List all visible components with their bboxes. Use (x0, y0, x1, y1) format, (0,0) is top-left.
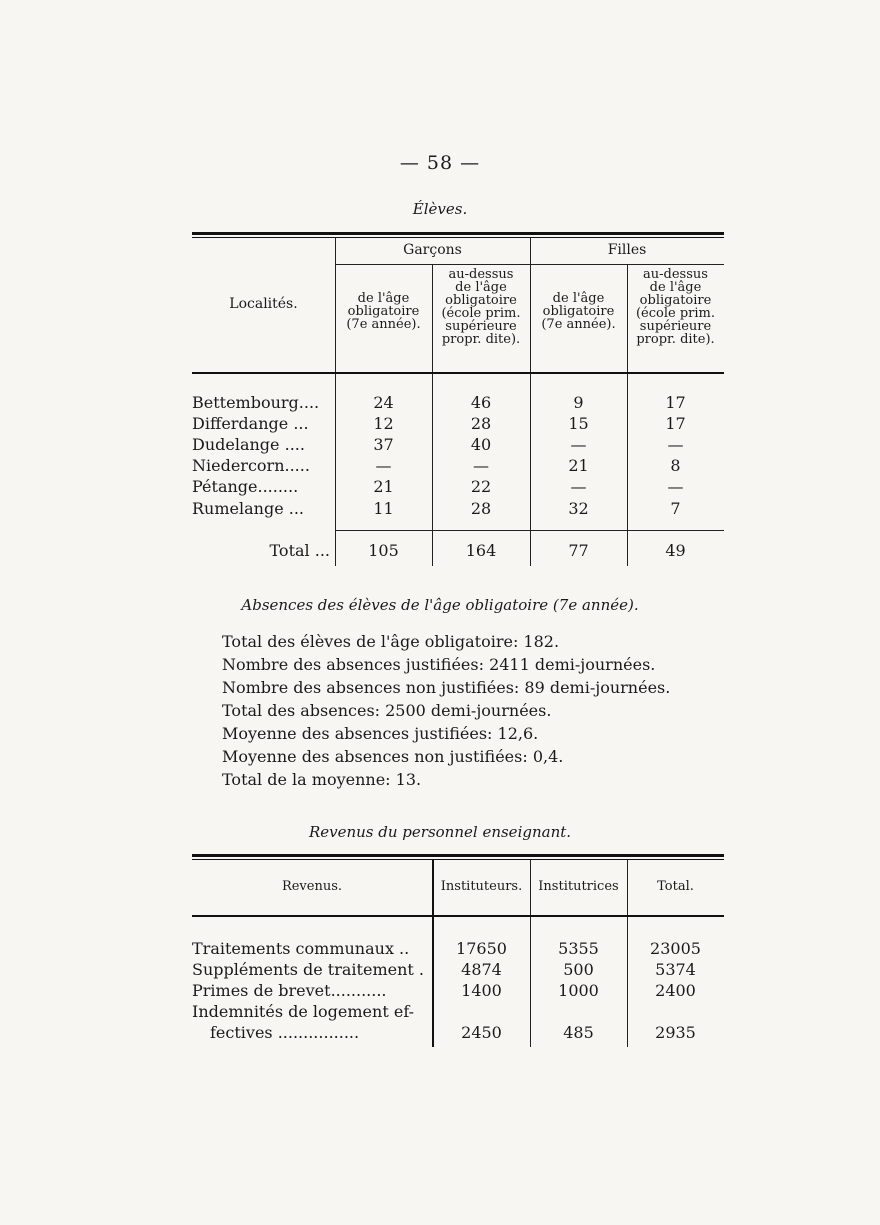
cell: 17 (665, 414, 686, 433)
absences-line: Moyenne des absences justifiées: 12,6. (222, 724, 539, 743)
cell: 28 (470, 499, 492, 518)
cell: 105 (368, 541, 399, 560)
cell: 8 (670, 456, 681, 475)
header-filles-age: de l'âge obligatoire (7e année). (541, 291, 616, 332)
row-label: Traitements communaux .. (192, 939, 410, 958)
cell: 2400 (655, 981, 696, 1000)
absences-line: Total de la moyenne: 13. (222, 770, 422, 789)
top-rule (192, 232, 724, 235)
cell: 37 (373, 435, 394, 454)
cell: 1400 (461, 981, 502, 1000)
header-revenus: Revenus. (281, 879, 343, 894)
cell: — (667, 435, 684, 454)
cell: 77 (568, 541, 589, 560)
cell: 7 (670, 499, 681, 518)
cell: 21 (568, 456, 589, 475)
cell: 1000 (558, 981, 599, 1000)
header-instituteurs: Instituteurs. (440, 879, 523, 894)
cell: 500 (563, 960, 594, 979)
row-label: Rumelange ... (192, 499, 305, 518)
eleves-table (192, 232, 724, 567)
row-label: Dudelange .... (192, 435, 305, 454)
row-label: Niedercorn..... (192, 456, 310, 475)
cell: 9 (573, 393, 584, 412)
total-label: Total ... (269, 541, 330, 560)
cell: — (375, 456, 392, 475)
absences-line: Nombre des absences non justifiées: 89 demi-journées. (222, 678, 671, 697)
cell: — (570, 477, 587, 496)
row-label: Pétange........ (192, 477, 299, 496)
cell: 15 (568, 414, 589, 433)
cell: 22 (470, 477, 492, 496)
absences-title: Absences des élèves de l'âge obligatoire (7e année). (241, 596, 639, 614)
cell: 2935 (655, 1023, 696, 1042)
top-rule (192, 854, 724, 857)
row-label: fectives ................ (210, 1023, 360, 1042)
cell: 21 (373, 477, 394, 496)
absences-list (222, 630, 702, 791)
eleves-title: Élèves. (412, 200, 468, 218)
cell: 46 (470, 393, 492, 412)
revenus-title: Revenus du personnel enseignant. (308, 823, 572, 841)
cell: 32 (568, 499, 589, 518)
top-rule-thin (192, 237, 724, 238)
cell: 24 (373, 393, 394, 412)
cell: 164 (465, 541, 497, 560)
cell: 4874 (461, 960, 502, 979)
cell: — (473, 456, 489, 475)
header-garcons-age: de l'âge obligatoire (7e année). (346, 291, 421, 332)
top-rule-thin (192, 859, 724, 860)
cell: 40 (470, 435, 492, 454)
cell: 5374 (655, 960, 696, 979)
absences-line: Moyenne des absences non justifiées: 0,4. (222, 747, 564, 766)
header-bottom-rule (192, 372, 724, 374)
absences-line: Total des absences: 2500 demi-journées. (222, 701, 552, 720)
row-label: Indemnités de logement ef- (192, 1002, 415, 1021)
cell: 12 (373, 414, 394, 433)
header-filles: Filles (607, 242, 647, 258)
cell: 17 (665, 393, 686, 412)
cell: 49 (665, 541, 686, 560)
absences-line: Total des élèves de l'âge obligatoire: 182. (222, 632, 560, 651)
header-bottom-rule (192, 915, 724, 917)
absences-line: Nombre des absences justifiées: 2411 demi-journées. (222, 655, 656, 674)
row-label: Differdange ... (192, 414, 309, 433)
header-garcons: Garçons (403, 242, 462, 258)
row-label: Suppléments de traitement . (192, 960, 424, 979)
cell: 485 (563, 1023, 594, 1042)
cell: — (570, 435, 587, 454)
cell: 2450 (461, 1023, 502, 1042)
row-label: Bettembourg.... (192, 393, 320, 412)
cell: 11 (373, 499, 394, 518)
header-institutrices: Institutrices (538, 879, 619, 894)
cell: 5355 (558, 939, 599, 958)
cell: — (667, 477, 684, 496)
header-garcons-au-dessus: au-dessus de l'âge obligatoire (école prim. supérieure propr. dite). (441, 267, 521, 347)
header-total: Total. (657, 879, 694, 894)
row-label: Primes de brevet........... (192, 981, 387, 1000)
page-number: — 58 — (399, 152, 481, 174)
cell: 17650 (456, 939, 507, 958)
revenus-table (192, 854, 724, 1049)
group-header-line (335, 264, 724, 265)
header-localites: Localités. (229, 296, 298, 312)
total-rule (335, 530, 724, 531)
cell: 23005 (650, 939, 701, 958)
cell: 28 (470, 414, 492, 433)
header-filles-au-dessus: au-dessus de l'âge obligatoire (école prim. supérieure propr. dite). (635, 267, 715, 347)
